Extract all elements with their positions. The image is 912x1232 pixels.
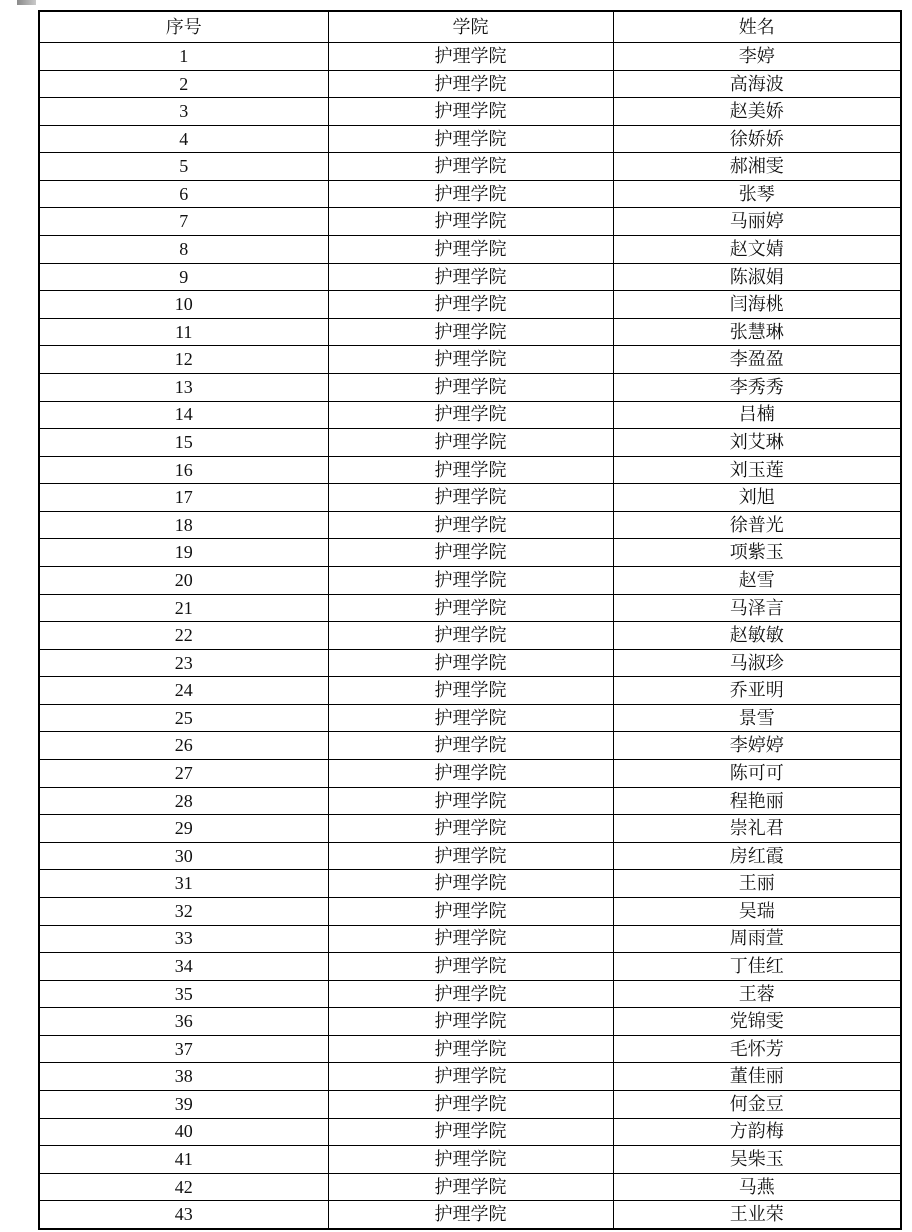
college-cell: 护理学院 (328, 1035, 613, 1063)
name-cell: 陈可可 (613, 760, 901, 788)
serial-number-cell: 13 (39, 373, 328, 401)
serial-number-cell: 23 (39, 649, 328, 677)
table-row (39, 373, 901, 401)
name-cell: 徐普光 (613, 511, 901, 539)
college-cell: 护理学院 (328, 1063, 613, 1091)
name-cell: 李盈盈 (613, 346, 901, 374)
table-row (39, 1201, 901, 1229)
table-row (39, 263, 901, 291)
table-row (39, 346, 901, 374)
table-row (39, 1008, 901, 1036)
table-row (39, 1035, 901, 1063)
serial-number-cell: 39 (39, 1090, 328, 1118)
name-cell: 刘艾琳 (613, 429, 901, 457)
serial-number-cell: 35 (39, 980, 328, 1008)
serial-number-cell: 21 (39, 594, 328, 622)
table-row (39, 1118, 901, 1146)
serial-number-cell: 37 (39, 1035, 328, 1063)
name-cell: 陈淑娟 (613, 263, 901, 291)
serial-number-cell: 11 (39, 318, 328, 346)
college-cell: 护理学院 (328, 1173, 613, 1201)
name-cell: 董佳丽 (613, 1063, 901, 1091)
name-cell: 高海波 (613, 70, 901, 98)
serial-number-cell: 29 (39, 815, 328, 843)
serial-number-cell: 18 (39, 511, 328, 539)
table-row (39, 842, 901, 870)
table-row (39, 953, 901, 981)
table-row (39, 1173, 901, 1201)
name-cell: 赵美娇 (613, 98, 901, 126)
name-cell: 李婷 (613, 43, 901, 71)
serial-number-cell: 22 (39, 622, 328, 650)
table-row (39, 208, 901, 236)
name-cell: 程艳丽 (613, 787, 901, 815)
college-cell: 护理学院 (328, 98, 613, 126)
table-row (39, 43, 901, 71)
table-row (39, 760, 901, 788)
serial-number-cell: 27 (39, 760, 328, 788)
college-cell: 护理学院 (328, 980, 613, 1008)
college-cell: 护理学院 (328, 1090, 613, 1118)
serial-number-cell: 25 (39, 704, 328, 732)
table-row (39, 180, 901, 208)
college-cell: 护理学院 (328, 953, 613, 981)
college-cell: 护理学院 (328, 511, 613, 539)
name-cell: 郝湘雯 (613, 153, 901, 181)
table-row (39, 870, 901, 898)
column-header-college: 学院 (328, 11, 613, 43)
serial-number-cell: 10 (39, 291, 328, 319)
table-row (39, 566, 901, 594)
table-row (39, 456, 901, 484)
college-cell: 护理学院 (328, 180, 613, 208)
serial-number-cell: 33 (39, 925, 328, 953)
name-cell: 吴瑞 (613, 897, 901, 925)
serial-number-cell: 28 (39, 787, 328, 815)
college-cell: 护理学院 (328, 125, 613, 153)
name-cell: 吴柴玉 (613, 1146, 901, 1174)
name-cell: 赵雪 (613, 566, 901, 594)
table-row (39, 511, 901, 539)
serial-number-cell: 1 (39, 43, 328, 71)
name-cell: 乔亚明 (613, 677, 901, 705)
serial-number-cell: 4 (39, 125, 328, 153)
name-cell: 方韵梅 (613, 1118, 901, 1146)
serial-number-cell: 19 (39, 539, 328, 567)
table-row (39, 980, 901, 1008)
table-row (39, 1146, 901, 1174)
serial-number-cell: 16 (39, 456, 328, 484)
college-cell: 护理学院 (328, 677, 613, 705)
college-cell: 护理学院 (328, 732, 613, 760)
table-header-row (39, 11, 901, 43)
table-row (39, 649, 901, 677)
serial-number-cell: 6 (39, 180, 328, 208)
table-row (39, 484, 901, 512)
table-row (39, 897, 901, 925)
name-cell: 马淑珍 (613, 649, 901, 677)
college-cell: 护理学院 (328, 842, 613, 870)
column-header-serial-number: 序号 (39, 11, 328, 43)
college-cell: 护理学院 (328, 456, 613, 484)
serial-number-cell: 32 (39, 897, 328, 925)
serial-number-cell: 14 (39, 401, 328, 429)
college-cell: 护理学院 (328, 870, 613, 898)
table-row (39, 429, 901, 457)
serial-number-cell: 8 (39, 236, 328, 264)
serial-number-cell: 24 (39, 677, 328, 705)
table-row (39, 787, 901, 815)
student-roster-table (38, 10, 902, 1230)
college-cell: 护理学院 (328, 897, 613, 925)
name-cell: 马丽婷 (613, 208, 901, 236)
college-cell: 护理学院 (328, 1146, 613, 1174)
name-cell: 徐娇娇 (613, 125, 901, 153)
name-cell: 王丽 (613, 870, 901, 898)
college-cell: 护理学院 (328, 925, 613, 953)
name-cell: 李秀秀 (613, 373, 901, 401)
name-cell: 项紫玉 (613, 539, 901, 567)
name-cell: 党锦雯 (613, 1008, 901, 1036)
name-cell: 刘玉莲 (613, 456, 901, 484)
serial-number-cell: 3 (39, 98, 328, 126)
table-row (39, 125, 901, 153)
serial-number-cell: 38 (39, 1063, 328, 1091)
table-row (39, 925, 901, 953)
serial-number-cell: 7 (39, 208, 328, 236)
name-cell: 刘旭 (613, 484, 901, 512)
table-row (39, 236, 901, 264)
table-row (39, 98, 901, 126)
college-cell: 护理学院 (328, 263, 613, 291)
serial-number-cell: 9 (39, 263, 328, 291)
serial-number-cell: 17 (39, 484, 328, 512)
college-cell: 护理学院 (328, 373, 613, 401)
name-cell: 崇礼君 (613, 815, 901, 843)
name-cell: 张慧琳 (613, 318, 901, 346)
name-cell: 毛怀芳 (613, 1035, 901, 1063)
college-cell: 护理学院 (328, 236, 613, 264)
name-cell: 房红霞 (613, 842, 901, 870)
serial-number-cell: 31 (39, 870, 328, 898)
table-row (39, 732, 901, 760)
serial-number-cell: 30 (39, 842, 328, 870)
college-cell: 护理学院 (328, 70, 613, 98)
serial-number-cell: 34 (39, 953, 328, 981)
name-cell: 马燕 (613, 1173, 901, 1201)
name-cell: 王蓉 (613, 980, 901, 1008)
name-cell: 王业荣 (613, 1201, 901, 1229)
college-cell: 护理学院 (328, 594, 613, 622)
college-cell: 护理学院 (328, 291, 613, 319)
name-cell: 马泽言 (613, 594, 901, 622)
name-cell: 闫海桃 (613, 291, 901, 319)
serial-number-cell: 40 (39, 1118, 328, 1146)
serial-number-cell: 5 (39, 153, 328, 181)
serial-number-cell: 12 (39, 346, 328, 374)
name-cell: 周雨萱 (613, 925, 901, 953)
table-row (39, 1090, 901, 1118)
college-cell: 护理学院 (328, 1008, 613, 1036)
serial-number-cell: 15 (39, 429, 328, 457)
table-body (39, 43, 901, 1230)
college-cell: 护理学院 (328, 1201, 613, 1229)
name-cell: 赵文婧 (613, 236, 901, 264)
college-cell: 护理学院 (328, 43, 613, 71)
table-row (39, 622, 901, 650)
college-cell: 护理学院 (328, 346, 613, 374)
table-row (39, 594, 901, 622)
college-cell: 护理学院 (328, 401, 613, 429)
name-cell: 丁佳红 (613, 953, 901, 981)
college-cell: 护理学院 (328, 318, 613, 346)
table-row (39, 291, 901, 319)
college-cell: 护理学院 (328, 704, 613, 732)
name-cell: 李婷婷 (613, 732, 901, 760)
table-row (39, 704, 901, 732)
college-cell: 护理学院 (328, 815, 613, 843)
college-cell: 护理学院 (328, 787, 613, 815)
college-cell: 护理学院 (328, 484, 613, 512)
name-cell: 赵敏敏 (613, 622, 901, 650)
college-cell: 护理学院 (328, 153, 613, 181)
serial-number-cell: 20 (39, 566, 328, 594)
name-cell: 何金豆 (613, 1090, 901, 1118)
name-cell: 张琴 (613, 180, 901, 208)
table-row (39, 401, 901, 429)
serial-number-cell: 41 (39, 1146, 328, 1174)
college-cell: 护理学院 (328, 760, 613, 788)
college-cell: 护理学院 (328, 539, 613, 567)
serial-number-cell: 42 (39, 1173, 328, 1201)
name-cell: 吕楠 (613, 401, 901, 429)
table-row (39, 677, 901, 705)
serial-number-cell: 26 (39, 732, 328, 760)
college-cell: 护理学院 (328, 208, 613, 236)
college-cell: 护理学院 (328, 1118, 613, 1146)
table-row (39, 1063, 901, 1091)
table-row (39, 70, 901, 98)
column-header-name: 姓名 (613, 11, 901, 43)
table-row (39, 153, 901, 181)
name-cell: 景雪 (613, 704, 901, 732)
college-cell: 护理学院 (328, 649, 613, 677)
college-cell: 护理学院 (328, 566, 613, 594)
college-cell: 护理学院 (328, 622, 613, 650)
serial-number-cell: 36 (39, 1008, 328, 1036)
college-cell: 护理学院 (328, 429, 613, 457)
serial-number-cell: 43 (39, 1201, 328, 1229)
table-row (39, 815, 901, 843)
table-row (39, 318, 901, 346)
table-row (39, 539, 901, 567)
serial-number-cell: 2 (39, 70, 328, 98)
screenshot-corner-artifact (17, 0, 36, 5)
